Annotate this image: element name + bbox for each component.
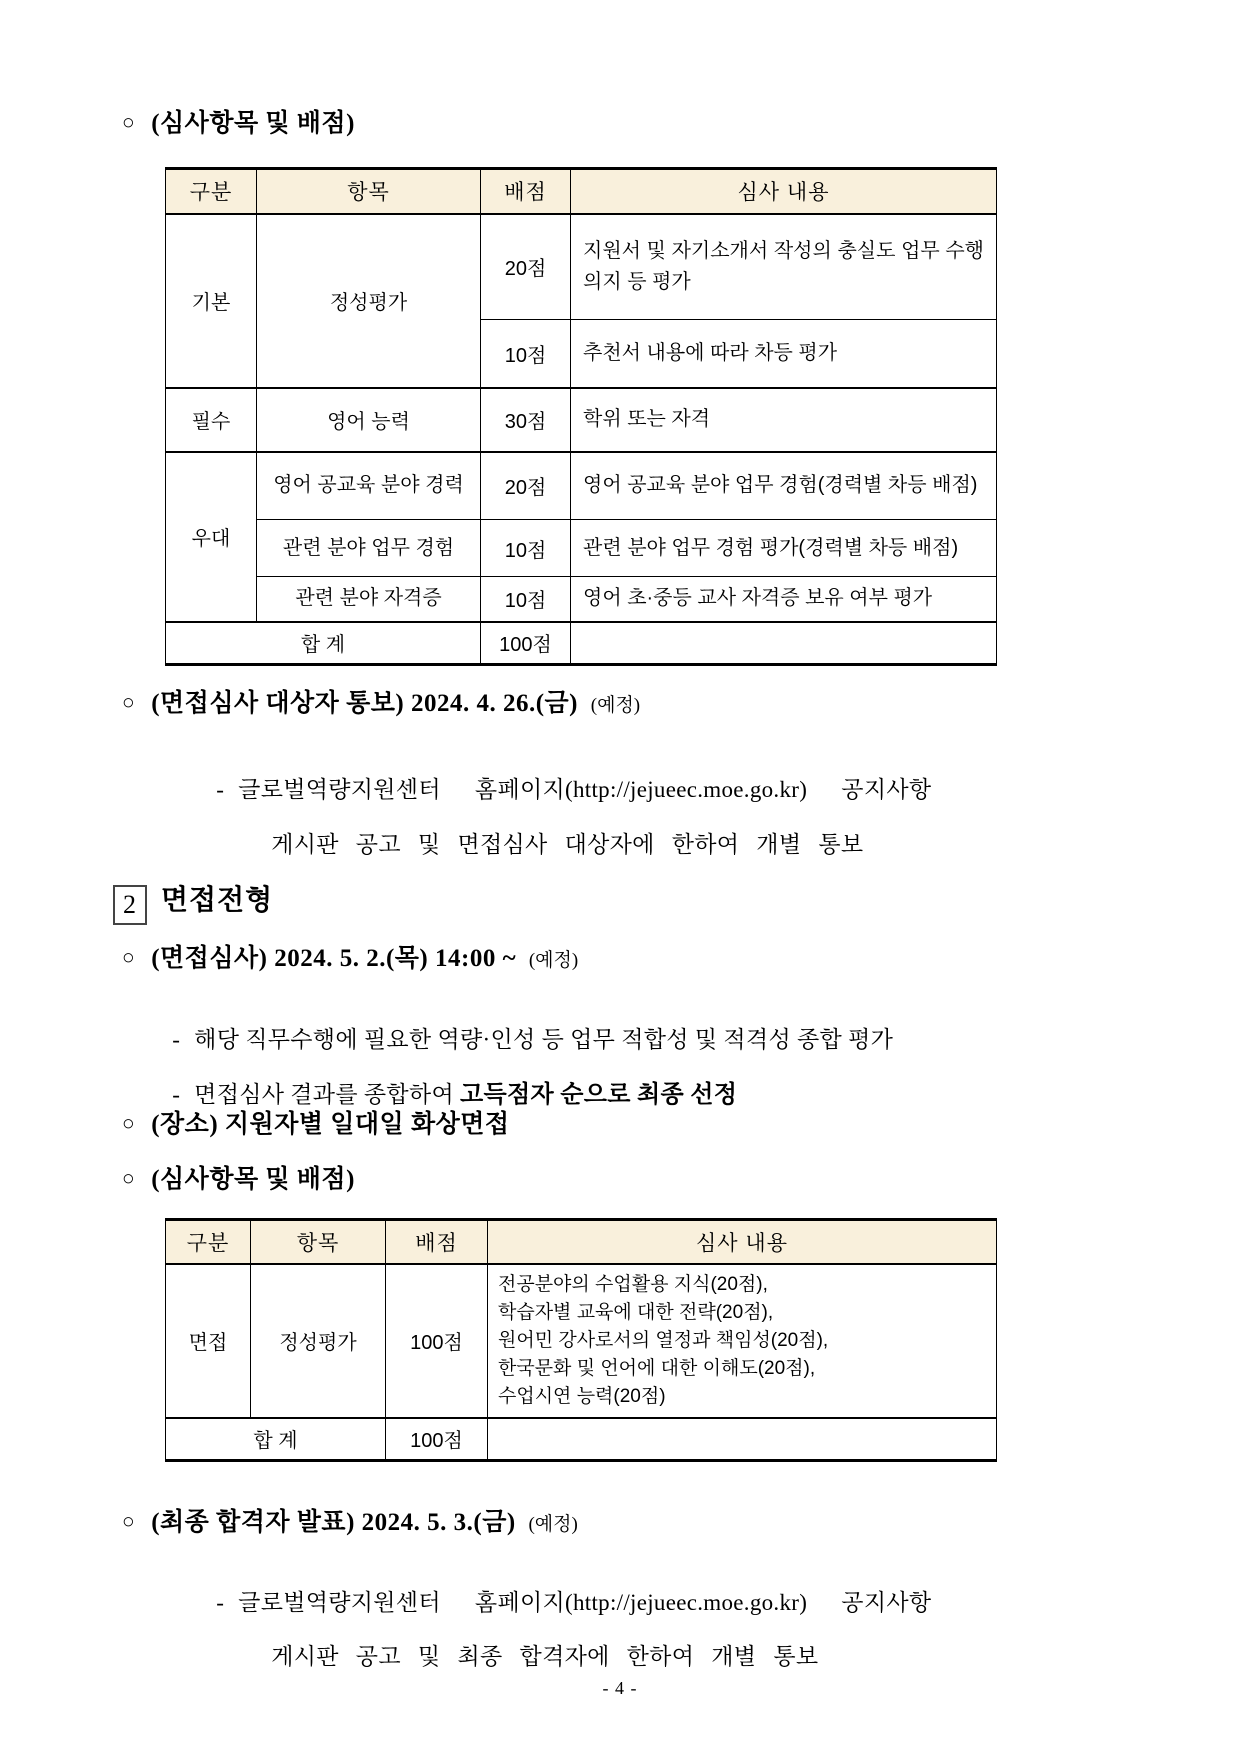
cell-score: 20점 xyxy=(481,214,571,320)
criteria-heading-1 xyxy=(122,103,355,139)
final-date: 2024. 5. 3.(금) xyxy=(361,1509,516,1536)
col-header-detail: 심사 내용 xyxy=(571,169,997,214)
detail-line: 한국문화 및 언어에 대한 이해도(20점), xyxy=(498,1357,816,1379)
table-header-row xyxy=(166,169,997,214)
table-header-row xyxy=(166,1220,997,1264)
table-row xyxy=(166,452,997,520)
cell-score: 10점 xyxy=(481,520,571,577)
section2-heading xyxy=(113,878,273,925)
table-row xyxy=(166,214,997,320)
final-title: (최종 합격자 발표) xyxy=(151,1509,355,1536)
table-row xyxy=(166,388,997,452)
cell-item: 영어 공교육 분야 경력 xyxy=(257,452,481,520)
cell-detail: 영어 초·중등 교사 자격증 보유 여부 평가 xyxy=(571,577,997,622)
interview-title: (면접심사) xyxy=(151,945,268,972)
dash-bullet: - xyxy=(172,1027,181,1052)
circle-bullet-icon: ○ xyxy=(122,1111,136,1135)
criteria-heading-2-text: (심사항목 및 배점) xyxy=(151,1166,355,1193)
place-text: 지원자별 일대일 화상면접 xyxy=(224,1111,510,1138)
table-row xyxy=(166,520,997,577)
circle-bullet-icon: ○ xyxy=(122,110,136,134)
dash-bullet: - xyxy=(216,777,225,802)
interview-date-heading xyxy=(122,938,578,974)
final-detail-text1: 글로벌역량지원센터 홈페이지(http://jejueec.moe.go.kr) 공지사항 xyxy=(238,1590,932,1615)
interview-datetime: 2024. 5. 2.(목) 14:00 ~ xyxy=(274,945,517,972)
place-heading xyxy=(122,1104,510,1140)
col-header-item: 항목 xyxy=(257,169,481,214)
cell-score: 100점 xyxy=(386,1264,488,1418)
cell-score: 30점 xyxy=(481,388,571,452)
cell-item: 관련 분야 자격증 xyxy=(257,577,481,622)
circle-bullet-icon: ○ xyxy=(122,690,136,714)
place-title: (장소) xyxy=(151,1111,219,1138)
final-detail-text2: 게시판 공고 및 최종 합격자에 한하여 개별 통보 xyxy=(271,1644,819,1669)
circle-bullet-icon: ○ xyxy=(122,1166,136,1190)
section-number-box: 2 xyxy=(113,885,147,925)
cell-total-label: 합 계 xyxy=(166,1418,386,1461)
circle-bullet-icon: ○ xyxy=(122,1509,136,1533)
detail-line: 전공분야의 수업활용 지식(20점), xyxy=(498,1273,768,1295)
cell-detail: 영어 공교육 분야 업무 경험(경력별 차등 배점) xyxy=(571,452,997,520)
cell-empty xyxy=(488,1418,997,1461)
col-header-category: 구분 xyxy=(166,169,257,214)
table-total-row xyxy=(166,1418,997,1461)
cell-empty xyxy=(571,622,997,665)
notify-detail-text1: 글로벌역량지원센터 홈페이지(http://jejueec.moe.go.kr) 공지사항 xyxy=(238,777,932,802)
col-header-detail: 심사 내용 xyxy=(488,1220,997,1264)
notify-title: (면접심사 대상자 통보) xyxy=(151,690,405,717)
section2-title: 면접전형 xyxy=(161,884,274,915)
cell-detail-list xyxy=(488,1264,997,1418)
cell-total-score: 100점 xyxy=(481,622,571,665)
interview-notify-heading xyxy=(122,683,640,719)
table-row xyxy=(166,577,997,622)
notify-note: (예정) xyxy=(590,695,641,716)
cell-score: 10점 xyxy=(481,320,571,388)
final-note: (예정) xyxy=(528,1514,578,1535)
col-header-item: 항목 xyxy=(251,1220,386,1264)
cell-detail: 관련 분야 업무 경험 평가(경력별 차등 배점) xyxy=(571,520,997,577)
cell-item: 영어 능력 xyxy=(257,388,481,452)
col-header-category: 구분 xyxy=(166,1220,251,1264)
cell-score: 20점 xyxy=(481,452,571,520)
dash-bullet: - xyxy=(216,1590,225,1615)
detail-line: 원어민 강사로서의 열정과 책임성(20점), xyxy=(498,1329,829,1351)
final-result-heading xyxy=(122,1502,578,1538)
interview-sub1-text: 해당 직무수행에 필요한 역량·인성 등 업무 적합성 및 적격성 종합 평가 xyxy=(194,1027,894,1052)
col-header-points: 배점 xyxy=(481,169,571,214)
interview-sub2-text: 면접심사 결과를 종합하여 xyxy=(194,1082,461,1107)
cell-item-qualitative: 정성평가 xyxy=(251,1264,386,1418)
table-row xyxy=(166,1264,997,1418)
notify-detail-line2 xyxy=(203,800,863,885)
circle-bullet-icon: ○ xyxy=(122,945,136,969)
detail-line: 수업시연 능력(20점) xyxy=(498,1385,666,1407)
notify-date: 2024. 4. 26.(금) xyxy=(410,690,579,717)
criteria-heading-1-text: (심사항목 및 배점) xyxy=(151,110,355,137)
criteria-heading-2 xyxy=(122,1159,355,1195)
notify-detail-text2: 게시판 공고 및 면접심사 대상자에 한하여 개별 통보 xyxy=(271,832,864,857)
cell-group-basic: 기본 xyxy=(166,214,257,388)
cell-group-interview: 면접 xyxy=(166,1264,251,1418)
page-number: - 4 - xyxy=(602,1678,638,1698)
cell-detail: 지원서 및 자기소개서 작성의 충실도 업무 수행의지 등 평가 xyxy=(571,214,997,320)
detail-line: 학습자별 교육에 대한 전략(20점), xyxy=(498,1301,774,1323)
table-total-row xyxy=(166,622,997,665)
cell-detail: 학위 또는 자격 xyxy=(571,388,997,452)
cell-score: 10점 xyxy=(481,577,571,622)
cell-item: 관련 분야 업무 경험 xyxy=(257,520,481,577)
interview-note: (예정) xyxy=(528,950,579,971)
dash-bullet: - xyxy=(172,1082,181,1107)
interview-evaluation-table xyxy=(165,1218,997,1462)
cell-item-qualitative: 정성평가 xyxy=(257,214,481,388)
cell-total-score: 100점 xyxy=(386,1418,488,1461)
document-evaluation-table xyxy=(165,167,997,666)
cell-group-required: 필수 xyxy=(166,388,257,452)
col-header-points: 배점 xyxy=(386,1220,488,1264)
interview-sub2-bold: 고득점자 순으로 최종 선정 xyxy=(460,1082,738,1108)
cell-group-preferred: 우대 xyxy=(166,452,257,622)
cell-detail: 추천서 내용에 따라 차등 평가 xyxy=(571,320,997,388)
cell-total-label: 합 계 xyxy=(166,622,481,665)
